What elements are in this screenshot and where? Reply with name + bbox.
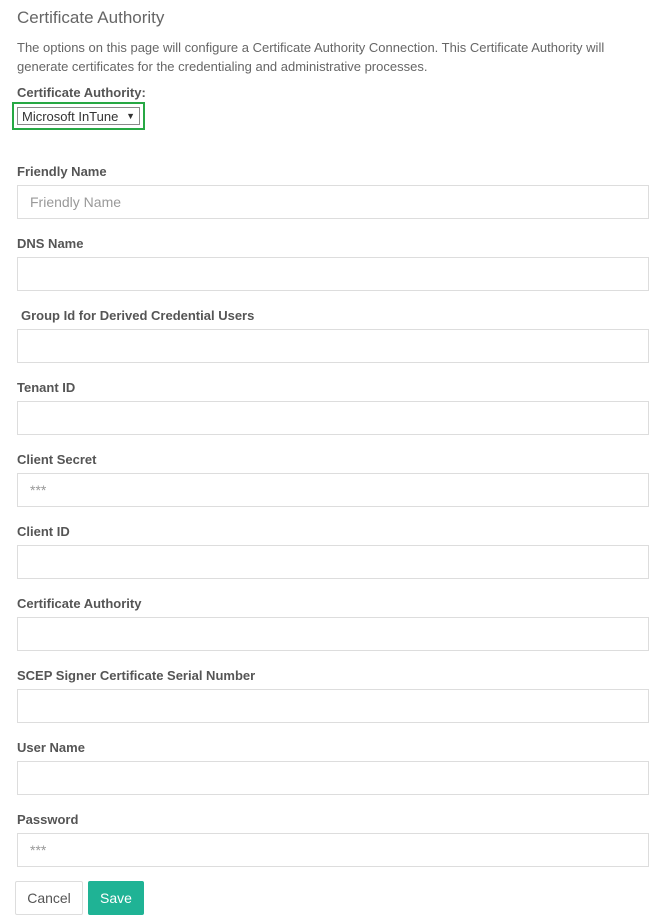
scep-serial-input[interactable] [17, 689, 649, 723]
ca-select-value: Microsoft InTune [22, 108, 119, 124]
ca-select-highlight [12, 102, 145, 130]
scep-serial-group [17, 668, 649, 684]
page-description: The options on this page will configure a Certificate Authority Connection. This Certificate Authority will generate certificates for the credentialing and administrative processes. [17, 40, 605, 74]
user-name-label: User Name [17, 740, 85, 755]
client-id-group [17, 524, 649, 540]
save-button[interactable]: Save [88, 881, 144, 915]
certificate-authority-label: Certificate Authority [17, 596, 142, 611]
ca-select-label: Certificate Authority: [17, 85, 146, 100]
password-group [17, 812, 649, 828]
user-name-input[interactable] [17, 761, 649, 795]
password-input[interactable] [17, 833, 649, 867]
client-id-input[interactable] [17, 545, 649, 579]
user-name-group [17, 740, 649, 756]
client-id-label: Client ID [17, 524, 70, 539]
client-secret-label: Client Secret [17, 452, 97, 467]
password-label: Password [17, 812, 79, 827]
ca-type-select[interactable] [17, 107, 140, 125]
dns-name-input[interactable] [17, 257, 649, 291]
group-id-group [17, 308, 649, 324]
tenant-id-input[interactable] [17, 401, 649, 435]
scep-serial-label: SCEP Signer Certificate Serial Number [17, 668, 256, 683]
dns-name-group [17, 236, 649, 252]
friendly-name-input[interactable] [17, 185, 649, 219]
cancel-button[interactable]: Cancel [15, 881, 83, 915]
dns-name-label: DNS Name [17, 236, 84, 251]
certificate-authority-input[interactable] [17, 617, 649, 651]
client-secret-group [17, 452, 649, 468]
group-id-label: Group Id for Derived Credential Users [21, 308, 255, 323]
friendly-name-group [17, 164, 649, 180]
tenant-id-label: Tenant ID [17, 380, 76, 395]
chevron-down-icon: ▼ [126, 111, 135, 121]
friendly-name-label: Friendly Name [17, 164, 107, 179]
tenant-id-group [17, 380, 649, 396]
certificate-authority-group [17, 596, 649, 612]
page-title: Certificate Authority [17, 8, 165, 27]
client-secret-input[interactable] [17, 473, 649, 507]
group-id-input[interactable] [17, 329, 649, 363]
